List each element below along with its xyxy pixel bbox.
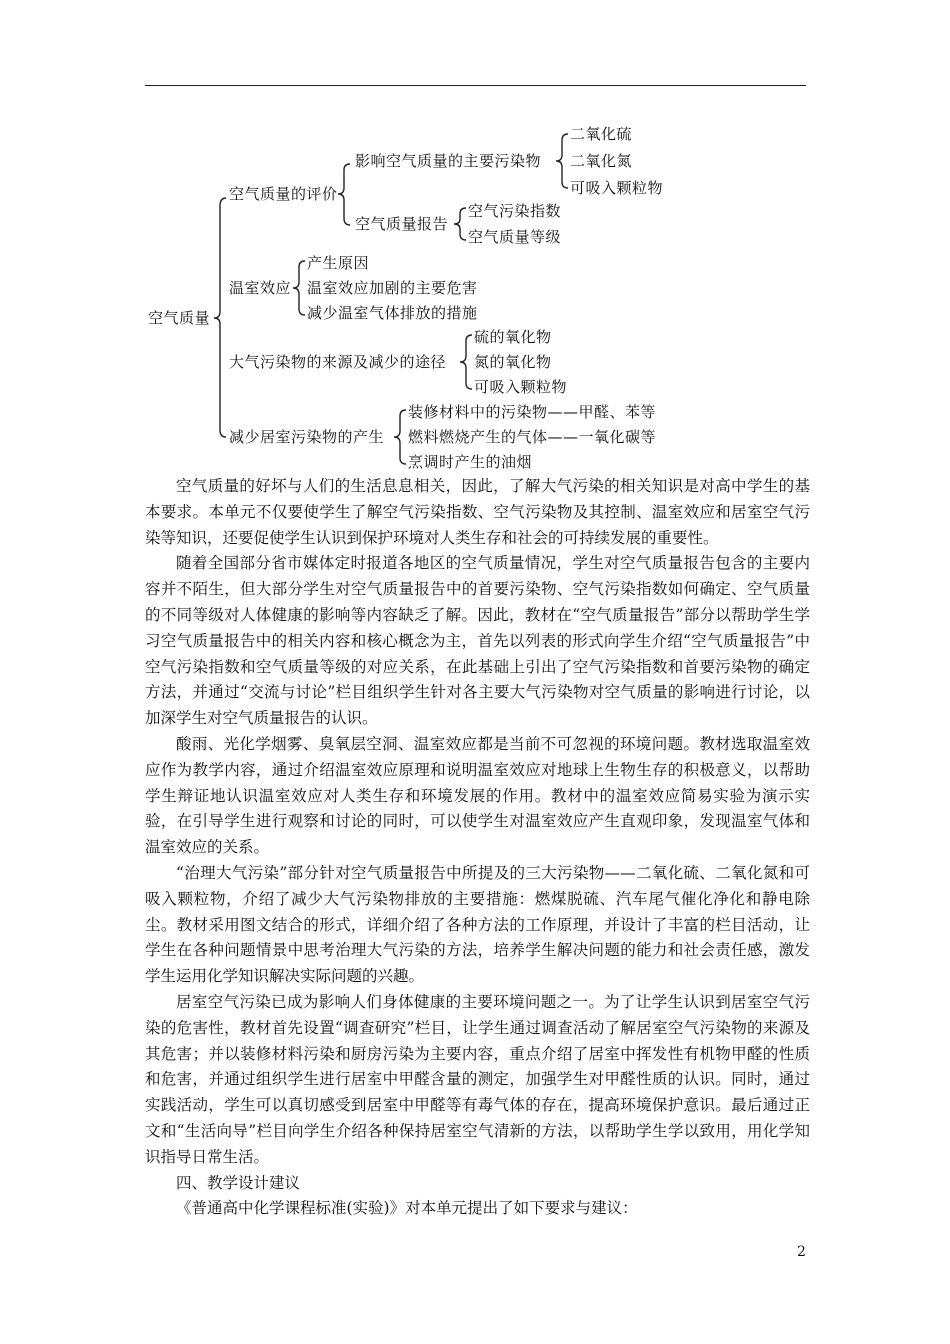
branch2-label: 温室效应 xyxy=(229,279,292,297)
branch2-item: 产生原因 xyxy=(307,254,370,272)
paragraph: 酸雨、光化学烟雾、臭氧层空洞、温室效应都是当前不可忽视的环境问题。教材选取温室效应作为教学内容，通过介绍温室效应原理和说明温室效应对地球上生物生存的积极意义，以帮助学生辩证地认识温室效应对人类生存和环境发展的作用。教材中的温室效应简易实验为演示实验，在引导学生进行观察和讨论的同时，可以使学生对温室效应产生直观印象，发现温室气体和温室效应的关系。 xyxy=(145,734,810,857)
branch2-item: 减少温室气体排放的措施 xyxy=(307,304,478,322)
paragraph: “治理大气污染”部分针对空气质量报告中所提及的三大污染物——二氧化硫、二氧化氮和可吸入颗粒物，介绍了减少大气污染物排放的主要措施：燃煤脱硫、汽车尾气催化净化和静电除尘。教材采用图文结合的形式，详细介绍了各种方法的工作原理，并设计了丰富的栏目活动，让学生在各种问题情景中思考治理大气污染的方法，培养学生解决问题的能力和社会责任感，激发学生运用化学知识解决实际问题的兴趣。 xyxy=(145,863,810,986)
concept-tree xyxy=(0,0,950,480)
branch3-label: 大气污染物的来源及减少的途径 xyxy=(229,353,447,371)
root-brace xyxy=(214,198,226,437)
paragraph: 随着全国部分省市媒体定时报道各地区的空气质量情况，学生对空气质量报告包含的主要内容并不陌生，但大部分学生对空气质量报告中的首要污染物、空气污染指数如何确定、空气质量的不同等级对人体健康的影响等内容缺乏了解。因此，教材在“空气质量报告”部分以帮助学生学习空气质量报告中的相关内容和核心概念为主，首先以列表的形式向学生介绍“空气质量报告”中空气污染指数和空气质量等级的对应关系，在此基础上引出了空气污染指数和首要污染物的确定方法，并通过“交流与讨论”栏目组织学生针对各主要大气污染物对空气质量的影响进行讨论，以加深学生对空气质量报告的认识。 xyxy=(145,554,810,728)
sub2-item: 空气污染指数 xyxy=(468,202,562,220)
page-number: 2 xyxy=(797,1244,806,1260)
branch3-item: 硫的氧化物 xyxy=(474,328,552,346)
sub1-item: 二氧化氮 xyxy=(570,152,633,170)
branch3-item: 氮的氧化物 xyxy=(474,353,552,371)
branch4-item: 烹调时产生的油烟 xyxy=(408,453,533,471)
branch1-label: 空气质量的评价 xyxy=(229,185,338,203)
branch2-brace xyxy=(293,261,305,315)
sub2-label: 空气质量报告 xyxy=(355,215,449,233)
paragraph: 《普通高中化学课程标准(实验)》对本单元提出了如下要求与建议： xyxy=(176,1199,638,1218)
branch1-brace xyxy=(338,164,350,225)
paragraph: 居室空气污染已成为影响人们身体健康的主要环境问题之一。为了让学生认识到居室空气污染的危害性，教材首先设置“调查研究”栏目，让学生通过调查活动了解居室空气污染物的来源及其危害；并以装修材料污染和厨房污染为主要内容，重点介绍了居室中挥发性有机物甲醛的性质和危害，并通过组织学生进行居室中甲醛含量的测定，加强学生对甲醛性质的认识。同时，通过实践活动，学生可以真切感受到居室中甲醛等有毒气体的存在，提高环境保护意识。最后通过正文和“生活向导”栏目向学生介绍各种保持居室空气清新的方法，以帮助学生学以致用，用化学知识指导日常生活。 xyxy=(145,992,810,1166)
section-heading: 四、教学设计建议 xyxy=(176,1173,301,1192)
branch3-item: 可吸入颗粒物 xyxy=(474,378,568,396)
paragraph: 空气质量的好坏与人们的生活息息相关，因此，了解大气污染的相关知识是对高中学生的基本要求。本单元不仅要使学生了解空气污染指数、空气污染物及其控制、温室效应和居室空气污染等知识，还要促使学生认识到保护环境对人类生存和社会的可持续发展的重要性。 xyxy=(145,477,810,547)
tree-root: 空气质量 xyxy=(148,309,211,327)
branch4-label: 减少居室污染物的产生 xyxy=(229,428,385,446)
branch4-item: 装修材料中的污染物——甲醛、苯等 xyxy=(408,403,657,421)
body-text xyxy=(145,474,810,1222)
sub1-label: 影响空气质量的主要污染物 xyxy=(355,152,542,170)
sub2-brace xyxy=(454,208,466,240)
branch4-item: 燃料燃烧产生的气体——一氧化碳等 xyxy=(408,428,657,446)
sub1-brace xyxy=(556,134,568,188)
branch3-brace xyxy=(460,335,472,389)
sub2-item: 空气质量等级 xyxy=(468,228,562,246)
branch4-brace xyxy=(394,410,406,464)
branch2-item: 温室效应加剧的主要危害 xyxy=(307,279,478,297)
sub1-item: 二氧化硫 xyxy=(570,125,633,143)
sub1-item: 可吸入颗粒物 xyxy=(570,179,664,197)
